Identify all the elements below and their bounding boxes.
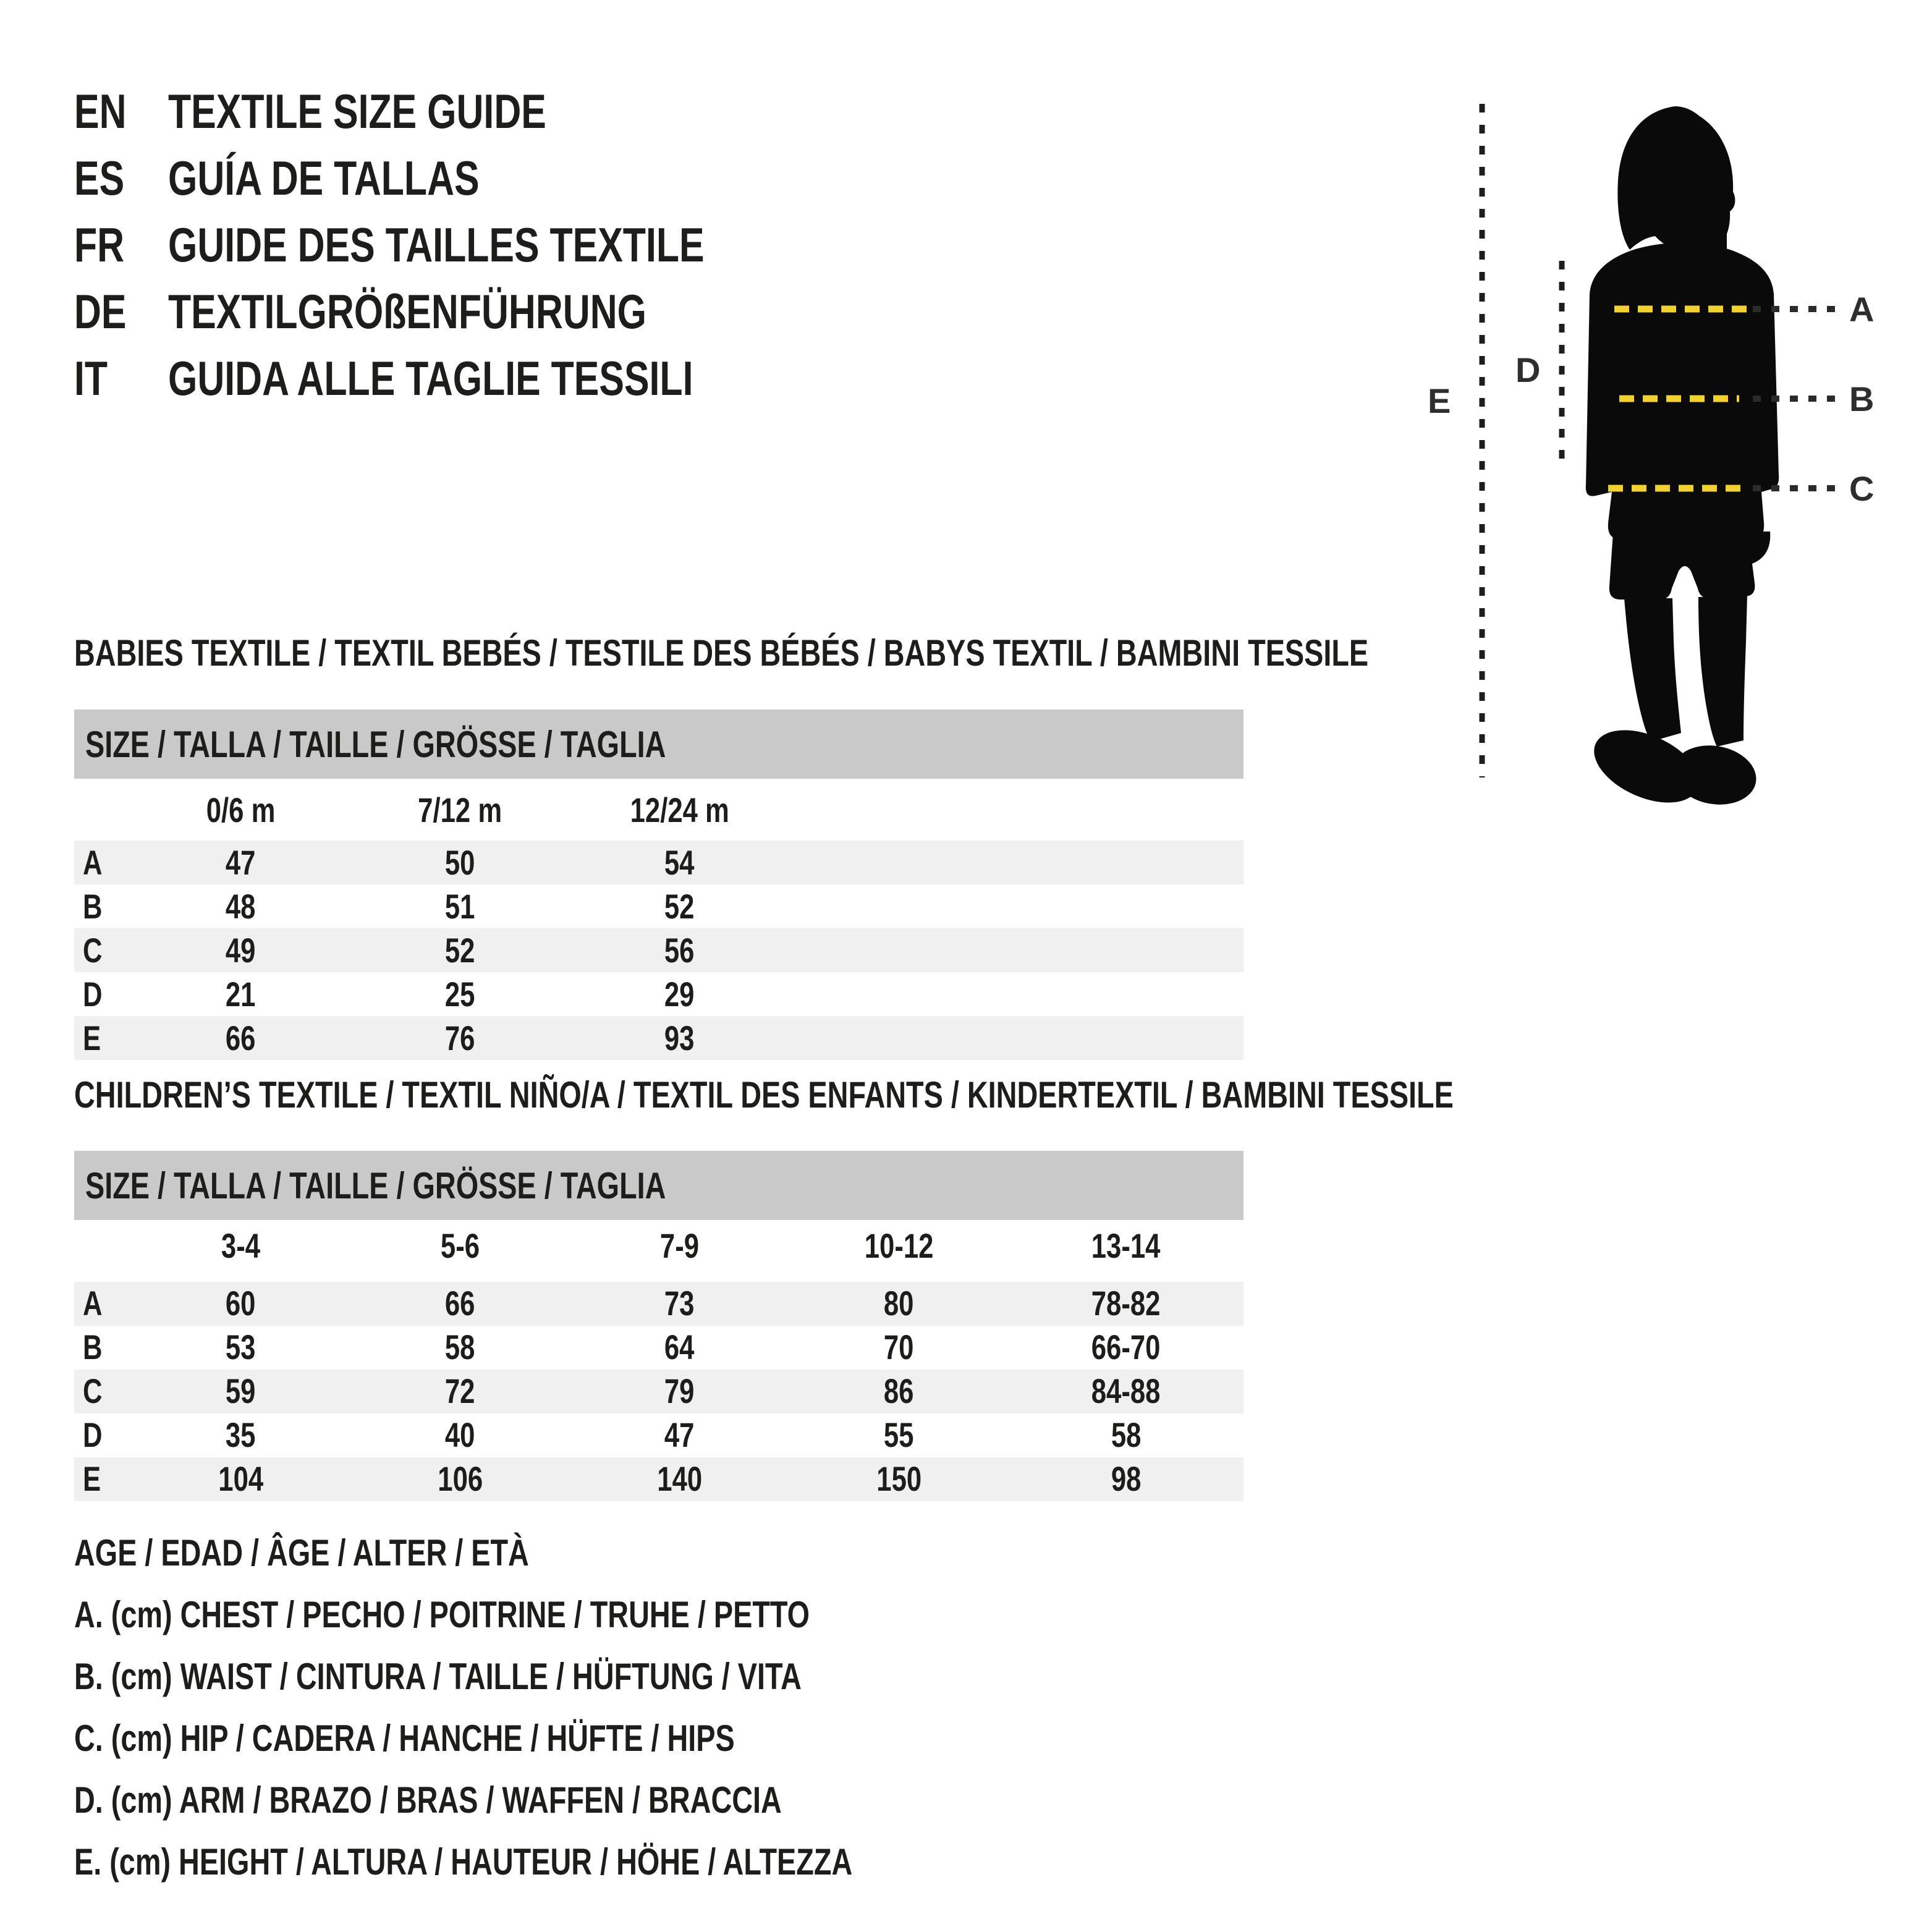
table-cell xyxy=(1009,1415,1244,1455)
cell-value: 79 xyxy=(664,1371,695,1410)
table-cell xyxy=(570,1283,789,1323)
language-title xyxy=(168,350,841,407)
row-label: B xyxy=(83,887,103,926)
column-header xyxy=(570,1226,789,1266)
table-cell xyxy=(131,842,350,883)
column-header-label: 0/6 m xyxy=(206,790,276,829)
row-label-cell xyxy=(74,930,131,970)
column-header xyxy=(1009,1226,1244,1266)
table-cell xyxy=(131,974,350,1014)
table-cell xyxy=(1009,1459,1244,1499)
table-row-c xyxy=(74,928,1244,972)
cell-value: 73 xyxy=(664,1283,695,1323)
row-label-cell xyxy=(74,1415,131,1455)
table-row-b xyxy=(74,884,1244,928)
cell-value: 70 xyxy=(884,1327,914,1366)
table-cell xyxy=(350,1371,570,1411)
column-header-label: 5-6 xyxy=(440,1226,480,1265)
language-code xyxy=(74,217,168,273)
language-code-label: IT xyxy=(74,350,108,405)
cell-value: 47 xyxy=(664,1415,695,1454)
table-row-c xyxy=(74,1370,1244,1413)
cell-value: 47 xyxy=(226,843,256,882)
column-header xyxy=(570,790,789,830)
legend-line-chest xyxy=(74,1583,1072,1645)
language-title xyxy=(168,83,653,140)
table-cell xyxy=(131,1371,350,1411)
language-title-label: TEXTILGRÖßENFÜHRUNG xyxy=(168,284,646,339)
size-header-label: SIZE / TALLA / TAILLE / GRÖSSE / TAGLIA xyxy=(85,1164,666,1206)
size-header-label: SIZE / TALLA / TAILLE / GRÖSSE / TAGLIA xyxy=(85,723,666,765)
label-e: E xyxy=(1428,381,1451,420)
row-label: C xyxy=(83,1371,103,1410)
table-cell xyxy=(131,1283,350,1323)
language-row-fr xyxy=(74,211,855,278)
column-header-label: 12/24 m xyxy=(630,790,729,829)
table-cell xyxy=(350,842,570,883)
table-row-d xyxy=(74,972,1244,1016)
babies-section-title xyxy=(74,632,1734,674)
column-header-label: 3-4 xyxy=(221,1226,261,1265)
cell-value: 106 xyxy=(438,1459,483,1498)
cell-value: 60 xyxy=(226,1283,256,1323)
column-header xyxy=(131,1226,350,1266)
table-cell xyxy=(789,1283,1009,1323)
cell-value: 58 xyxy=(445,1327,475,1366)
cell-value: 25 xyxy=(445,975,475,1014)
table-cell xyxy=(570,974,789,1014)
label-a: A xyxy=(1849,290,1875,329)
table-cell xyxy=(789,1415,1009,1455)
table-cell xyxy=(131,1018,350,1058)
table-cell xyxy=(570,842,789,883)
table-cell xyxy=(350,974,570,1014)
table-row-a xyxy=(74,841,1244,884)
cell-value: 21 xyxy=(226,975,256,1014)
table-cell xyxy=(350,1415,570,1455)
language-title-label: GUIDA ALLE TAGLIE TESSILI xyxy=(168,350,693,405)
language-title-label: TEXTILE SIZE GUIDE xyxy=(168,83,546,138)
table-cell xyxy=(350,1327,570,1367)
language-title xyxy=(168,284,781,340)
cell-value: 29 xyxy=(664,975,695,1014)
table-cell xyxy=(131,1415,350,1455)
row-label: D xyxy=(83,975,103,1014)
legend-text: E. (cm) HEIGHT / ALTURA / HAUTEUR / HÖHE / ALTEZZA xyxy=(74,1841,853,1883)
table-cell xyxy=(350,1283,570,1323)
children-column-header-row xyxy=(74,1220,1244,1282)
legend-line-waist xyxy=(74,1645,1072,1707)
label-c: C xyxy=(1849,469,1875,508)
language-code xyxy=(74,284,168,340)
table-cell xyxy=(131,930,350,970)
silhouette-shorts xyxy=(1609,532,1770,600)
row-label-cell xyxy=(74,974,131,1014)
cell-value: 76 xyxy=(445,1019,475,1057)
table-row-b xyxy=(74,1326,1244,1370)
cell-value: 78-82 xyxy=(1091,1283,1161,1323)
table-cell xyxy=(131,1459,350,1499)
language-title-label: GUÍA DE TALLAS xyxy=(168,150,480,205)
row-label: A xyxy=(83,1283,103,1323)
language-title-list xyxy=(74,78,855,412)
cell-value: 93 xyxy=(664,1019,695,1057)
legend-text: A. (cm) CHEST / PECHO / POITRINE / TRUHE / PETTO xyxy=(74,1593,810,1635)
cell-value: 49 xyxy=(226,931,256,970)
table-cell xyxy=(570,886,789,926)
cell-value: 140 xyxy=(657,1459,702,1498)
column-header-label: 10-12 xyxy=(864,1226,934,1265)
language-row-es xyxy=(74,145,855,211)
cell-value: 53 xyxy=(226,1327,256,1366)
label-b: B xyxy=(1849,379,1875,418)
table-cell xyxy=(789,1327,1009,1367)
babies-column-header-row xyxy=(74,779,1244,841)
row-label-cell xyxy=(74,1018,131,1058)
babies-size-table xyxy=(74,710,1244,1060)
language-code-label: ES xyxy=(74,150,125,205)
cell-value: 56 xyxy=(664,931,695,970)
row-label: D xyxy=(83,1415,103,1454)
column-header-label: 13-14 xyxy=(1091,1226,1161,1265)
table-cell xyxy=(570,1459,789,1499)
table-row-a xyxy=(74,1282,1244,1326)
table-cell xyxy=(570,1018,789,1058)
table-cell xyxy=(1009,1283,1244,1323)
column-header-label: 7-9 xyxy=(659,1226,700,1265)
child-silhouette-diagram xyxy=(1409,87,1904,816)
cell-value: 72 xyxy=(445,1371,475,1410)
legend-text: B. (cm) WAIST / CINTURA / TAILLE / HÜFTUNG / VITA xyxy=(74,1655,802,1697)
cell-value: 35 xyxy=(226,1415,256,1454)
children-size-header-bar xyxy=(74,1151,1244,1220)
cell-value: 66 xyxy=(226,1019,256,1057)
cell-value: 55 xyxy=(884,1415,914,1454)
table-cell xyxy=(350,886,570,926)
legend-text: AGE / EDAD / ÂGE / ALTER / ETÀ xyxy=(74,1532,529,1574)
legend-line-hip xyxy=(74,1707,1072,1769)
language-row-it xyxy=(74,345,855,412)
cell-value: 54 xyxy=(664,843,695,882)
table-cell xyxy=(570,1327,789,1367)
table-cell xyxy=(570,930,789,970)
cell-value: 52 xyxy=(664,887,695,926)
table-cell xyxy=(570,1371,789,1411)
table-row-d xyxy=(74,1413,1244,1457)
column-header-label: 7/12 m xyxy=(418,790,502,829)
language-code xyxy=(74,83,168,140)
row-label: E xyxy=(83,1459,101,1498)
cell-value: 150 xyxy=(876,1459,922,1498)
column-header xyxy=(350,790,570,830)
cell-value: 51 xyxy=(445,887,475,926)
cell-value: 66-70 xyxy=(1091,1327,1161,1366)
row-label-cell xyxy=(74,1283,131,1323)
cell-value: 40 xyxy=(445,1415,475,1454)
table-cell xyxy=(350,930,570,970)
column-header xyxy=(131,790,350,830)
language-code xyxy=(74,350,168,407)
column-header xyxy=(350,1226,570,1266)
cell-value: 66 xyxy=(445,1283,475,1323)
language-code-label: FR xyxy=(74,217,125,272)
table-cell xyxy=(1009,1371,1244,1411)
row-label-cell xyxy=(74,1459,131,1499)
language-code xyxy=(74,150,168,206)
language-code-label: EN xyxy=(74,83,127,138)
children-section-title xyxy=(74,1074,1842,1116)
row-label: E xyxy=(83,1019,101,1057)
measurement-legend xyxy=(74,1522,1072,1892)
cell-value: 50 xyxy=(445,843,475,882)
table-cell xyxy=(789,1459,1009,1499)
language-row-en xyxy=(74,78,855,145)
language-title-label: GUIDE DES TAILLES TEXTILE xyxy=(168,217,705,272)
cell-value: 48 xyxy=(226,887,256,926)
cell-value: 98 xyxy=(1111,1459,1142,1498)
row-label-cell xyxy=(74,1327,131,1367)
cell-value: 80 xyxy=(884,1283,914,1323)
row-label-cell xyxy=(74,1371,131,1411)
legend-text: C. (cm) HIP / CADERA / HANCHE / HÜFTE / HIPS xyxy=(74,1717,735,1759)
row-label: C xyxy=(83,931,103,970)
legend-line-arm xyxy=(74,1769,1072,1831)
table-cell xyxy=(350,1459,570,1499)
table-cell xyxy=(570,1415,789,1455)
table-row-e xyxy=(74,1457,1244,1501)
language-code-label: DE xyxy=(74,284,127,339)
column-header xyxy=(789,1226,1009,1266)
language-title xyxy=(168,150,567,206)
row-label: A xyxy=(83,843,103,882)
cell-value: 104 xyxy=(218,1459,263,1498)
cell-value: 64 xyxy=(664,1327,695,1366)
cell-value: 84-88 xyxy=(1091,1371,1161,1410)
table-cell xyxy=(789,1371,1009,1411)
measurement-diagram xyxy=(1409,87,1904,816)
row-label: B xyxy=(83,1327,103,1366)
table-cell xyxy=(131,1327,350,1367)
table-cell xyxy=(1009,1327,1244,1367)
language-row-de xyxy=(74,278,855,345)
child-silhouette xyxy=(1583,106,1779,816)
children-section-title-text: CHILDREN’S TEXTILE / TEXTIL NIÑO/A / TEXTIL DES ENFANTS / KINDERTEXTIL / BAMBINI TESSILE xyxy=(74,1074,1454,1116)
table-cell xyxy=(350,1018,570,1058)
legend-text: D. (cm) ARM / BRAZO / BRAS / WAFFEN / BRACCIA xyxy=(74,1779,782,1821)
row-label-cell xyxy=(74,886,131,926)
children-size-table xyxy=(74,1151,1244,1501)
row-label-cell xyxy=(74,842,131,883)
table-cell xyxy=(131,886,350,926)
cell-value: 52 xyxy=(445,931,475,970)
cell-value: 58 xyxy=(1111,1415,1142,1454)
table-row-e xyxy=(74,1016,1244,1060)
legend-line-age xyxy=(74,1522,1072,1583)
language-title xyxy=(168,217,855,273)
cell-value: 86 xyxy=(884,1371,914,1410)
cell-value: 59 xyxy=(226,1371,256,1410)
label-d: D xyxy=(1515,350,1541,389)
silhouette-torso xyxy=(1586,242,1779,539)
babies-size-header-bar xyxy=(74,710,1244,779)
babies-section-title-text: BABIES TEXTILE / TEXTIL BEBÉS / TESTILE DES BÉBÉS / BABYS TEXTIL / BAMBINI TESSILE xyxy=(74,632,1369,674)
legend-line-height xyxy=(74,1831,1072,1892)
